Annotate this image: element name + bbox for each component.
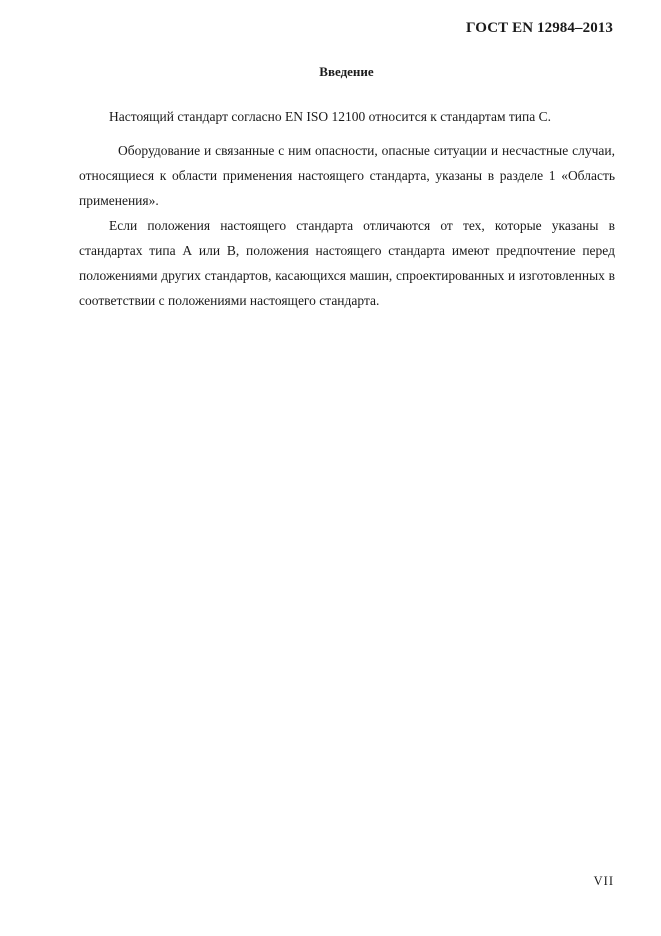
paragraph-3: Если положения настоящего стандарта отличаются от тех, которые указаны в стандартах типа А или В, положения настоящего стандарта имеют предпочтение перед положениями других стандартов, касающихся машин, спроектированных и изготовленных в соответствии с положениями настоящего стандарта. [79,218,615,308]
section-title: Введение [319,64,374,79]
page-number: VII [593,874,614,888]
document-code: ГОСТ EN 12984–2013 [466,20,613,36]
paragraph-1: Настоящий стандарт согласно EN ISO 12100 относится к стандартам типа С. [109,109,551,124]
paragraph-2: Оборудование и связанные с ним опасности, опасные ситуации и несчастные случаи, относящиеся к области применения настоящего стандарта, указаны в разделе 1 «Область применения». [79,143,615,208]
body-text [79,104,615,313]
